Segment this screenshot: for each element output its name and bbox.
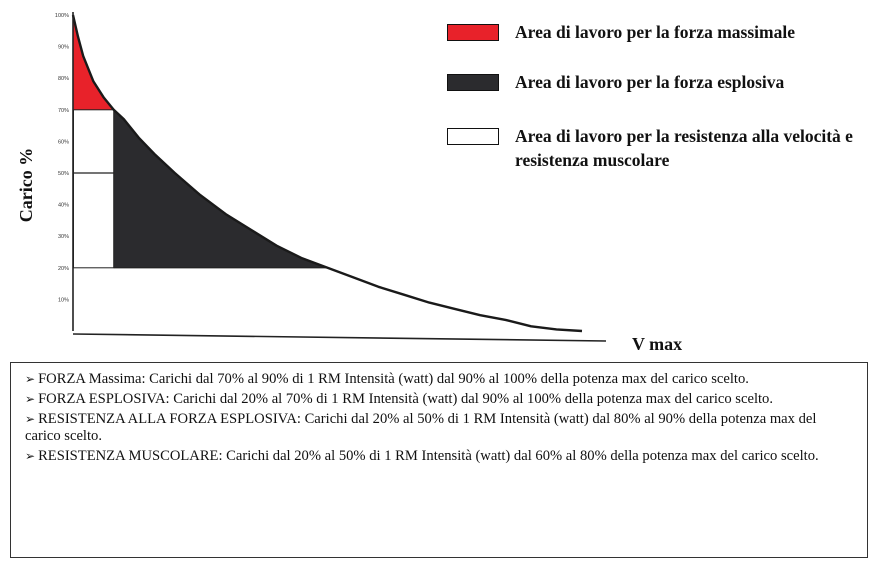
notes-box — [10, 362, 868, 558]
note-text: RESISTENZA MUSCOLARE: Carichi dal 20% al 50% di 1 RM Intensità (watt) dal 60% al 80% della potenza max del carico scelto. — [38, 448, 819, 464]
y-axis-label: Carico % — [16, 147, 36, 223]
note-text: FORZA Massima: Carichi dal 70% al 90% di 1 RM Intensità (watt) dal 90% al 100% della potenza max del carico scelto. — [38, 371, 749, 387]
legend-swatch-red — [447, 24, 499, 41]
x-axis-label: V max — [632, 334, 683, 354]
bullet-arrow-icon: ➢ — [25, 372, 36, 386]
legend-swatch-dark — [447, 74, 499, 91]
legend-label: Area di lavoro per la forza massimale — [515, 22, 795, 42]
y-tick-label: 100% — [54, 13, 69, 19]
legend-swatch-white — [447, 128, 499, 145]
y-tick-label: 10% — [57, 297, 69, 304]
note-text: RESISTENZA ALLA FORZA ESPLOSIVA: Carichi dal 20% al 50% di 1 RM Intensità (watt) dal 80% al 90% della potenza max del carico scelto. — [25, 411, 817, 444]
y-tick-label: 20% — [57, 265, 69, 272]
note-resistenza-forza-esplosiva — [25, 411, 853, 445]
area-resistenza — [74, 110, 114, 268]
bullet-arrow-icon: ➢ — [25, 449, 36, 463]
y-tick-label: 30% — [57, 234, 69, 241]
area-forza-massimale — [73, 15, 114, 110]
legend-item-forza-massimale — [447, 20, 875, 44]
y-tick-label: 50% — [57, 171, 69, 177]
note-forza-esplosiva — [25, 391, 853, 408]
note-resistenza-muscolare — [25, 448, 853, 465]
bullet-arrow-icon: ➢ — [25, 412, 36, 426]
y-tick-label: 90% — [57, 44, 69, 51]
y-tick-label: 40% — [57, 202, 69, 209]
bullet-arrow-icon: ➢ — [25, 392, 36, 406]
x-axis-line — [73, 334, 606, 341]
legend-label: Area di lavoro per la forza esplosiva — [515, 72, 785, 92]
note-forza-massima — [25, 371, 853, 388]
note-text: FORZA ESPLOSIVA: Carichi dal 20% al 70% di 1 RM Intensità (watt) dal 90% al 100% della potenza max del carico scelto. — [38, 391, 774, 407]
y-tick-label: 60% — [57, 139, 69, 146]
legend-item-resistenza — [447, 124, 875, 172]
work-areas — [73, 15, 328, 268]
legend-item-forza-esplosiva — [447, 70, 875, 94]
legend-label: Area di lavoro per la resistenza alla velocità e resistenza muscolare — [515, 126, 853, 170]
y-tick-label: 70% — [57, 107, 69, 114]
y-tick-label: 80% — [57, 76, 69, 83]
y-tick-labels — [55, 13, 69, 303]
